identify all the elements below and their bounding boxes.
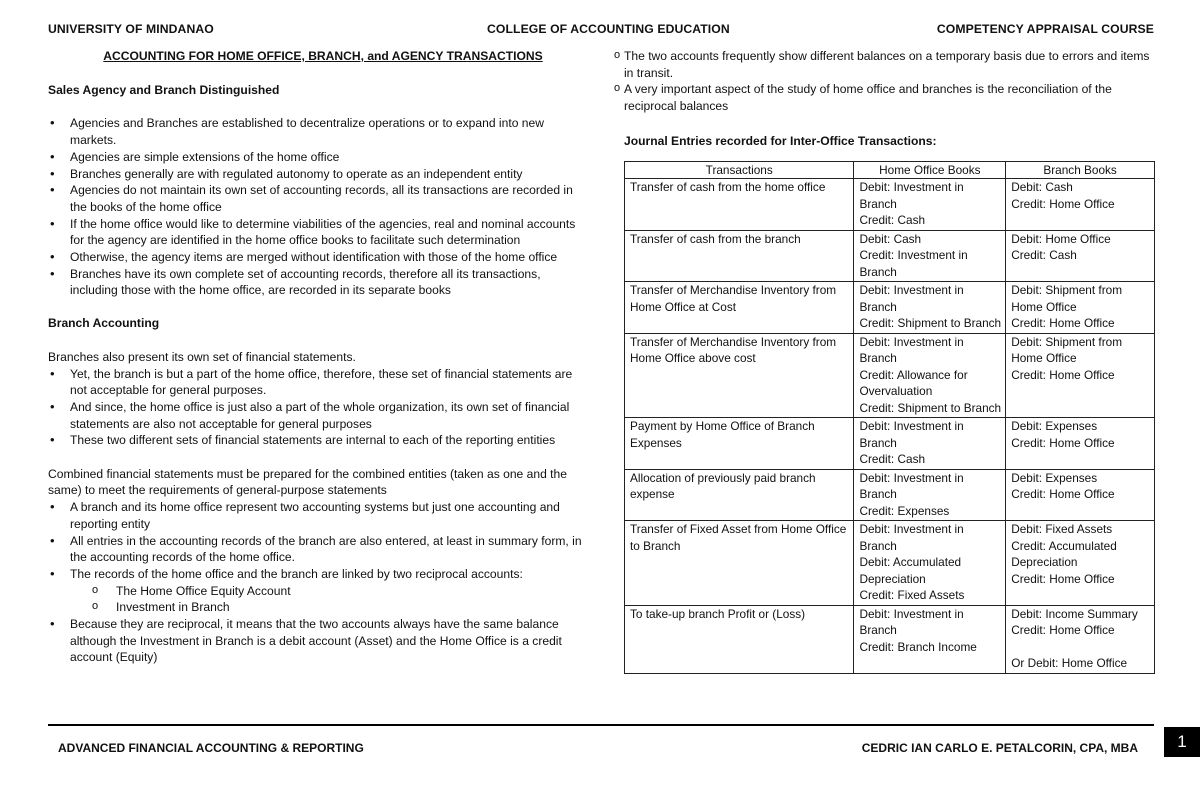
table-row — [625, 469, 1155, 521]
page-header — [48, 22, 1154, 38]
branch-accounting-intro: Branches also present its own set of financial statements. — [48, 349, 356, 364]
entry-line: Debit: Shipment from Home Office — [1011, 334, 1123, 366]
table-row — [625, 605, 1155, 673]
list-item: • Agencies do not maintain its own set of accounting records, all its transactions are recorded in the books of the home office — [48, 182, 588, 215]
section-heading-branch-accounting: Branch Accounting — [48, 316, 160, 331]
entry-line: Debit: Cash — [859, 231, 922, 246]
reciprocal-notes-list — [568, 48, 1156, 115]
list-item: • These two different sets of financial statements are internal to each of the reporting entities — [48, 432, 588, 449]
branch-entry-cell — [1006, 469, 1155, 521]
transaction-cell: Payment by Home Office of Branch Expenses — [625, 418, 854, 470]
list-item: o A very important aspect of the study of home office and branches is the reconciliation of the reciprocal balances — [568, 81, 1156, 114]
list-item: • Branches have its own complete set of accounting records, therefore all its transactions, including those with the home office, are recorded in its separate books — [48, 266, 588, 299]
entry-line: Debit: Investment in Branch — [859, 606, 964, 638]
entry-line: Credit: Home Office — [1011, 571, 1115, 586]
combined-statements-list — [48, 499, 588, 666]
list-item: o The two accounts frequently show different balances on a temporary basis due to errors and items in transit. — [568, 48, 1156, 81]
entry-line: Or Debit: Home Office — [1011, 656, 1128, 671]
transaction-cell: To take-up branch Profit or (Loss) — [625, 605, 854, 673]
entry-line: Credit: Home Office — [1011, 196, 1115, 211]
entry-line: Credit: Home Office — [1011, 316, 1115, 331]
entry-line: Credit: Branch Income — [859, 639, 977, 654]
entry-line: Credit: Allowance for Overvaluation — [859, 367, 968, 399]
entry-line — [1011, 639, 1150, 656]
list-item: • Agencies and Branches are established to decentralize operations or to expand into new markets. — [48, 115, 588, 148]
transaction-cell: Allocation of previously paid branch expense — [625, 469, 854, 521]
entry-line: Debit: Investment in Branch — [859, 522, 964, 553]
entry-line: Debit: Expenses — [1011, 470, 1098, 485]
list-item: • All entries in the accounting records of the branch are also entered, at least in summary form, in the accounting records of the home office. — [48, 533, 588, 566]
home-office-entry-cell — [854, 521, 1006, 606]
entry-line: Credit: Cash — [1011, 248, 1077, 263]
list-item: • Otherwise, the agency items are merged without identification with those of the home office — [48, 249, 588, 266]
entry-line: Credit: Cash — [859, 213, 926, 228]
combined-statements-intro: Combined financial statements must be prepared for the combined entities (taken as one and the same) to meet the requirements of general-purpose statements — [48, 466, 567, 498]
entry-line: Credit: Home Office — [1011, 487, 1115, 502]
home-office-entry-cell — [854, 333, 1006, 418]
agency-branch-list — [48, 115, 588, 299]
branch-entry-cell — [1006, 230, 1155, 282]
transaction-cell: Transfer of Merchandise Inventory from Home Office above cost — [625, 333, 854, 418]
entry-line: Credit: Home Office — [1011, 623, 1115, 638]
table-title: Journal Entries recorded for Inter-Office Transactions: — [624, 133, 937, 148]
entry-line: Debit: Investment in Branch — [859, 470, 964, 502]
entry-line: Credit: Accumulated Depreciation — [1011, 538, 1117, 570]
home-office-entry-cell — [854, 418, 1006, 470]
entry-line: Credit: Investment in Branch — [859, 248, 968, 279]
table-header-row — [625, 161, 1155, 179]
reciprocal-accounts-text: The records of the home office and the branch are linked by two reciprocal accounts: — [70, 566, 523, 581]
table-row — [625, 179, 1155, 231]
table-body — [625, 179, 1155, 674]
table-row — [625, 333, 1155, 418]
home-office-entry-cell — [854, 230, 1006, 282]
header-university: UNIVERSITY OF MINDANAO — [48, 22, 214, 36]
entry-line: Debit: Investment in Branch — [859, 283, 964, 314]
left-column — [48, 48, 588, 666]
home-office-entry-cell — [854, 282, 1006, 334]
list-item: • Agencies are simple extensions of the home office — [48, 149, 588, 166]
list-item: • Because they are reciprocal, it means that the two accounts always have the same balance although the Investment in Branch is a debit account (Asset) and the Home Office is a credit account (Equity) — [48, 616, 588, 666]
home-office-entry-cell — [854, 179, 1006, 231]
entry-line: Credit: Cash — [859, 452, 926, 467]
list-item: • A branch and its home office represent two accounting systems but just one accounting and reporting entity — [48, 499, 588, 532]
entry-line: Debit: Accumulated Depreciation — [859, 555, 962, 586]
entry-line: Debit: Cash — [1011, 180, 1073, 195]
home-office-entry-cell — [854, 469, 1006, 521]
branch-accounting-list — [48, 366, 588, 450]
column-header-transactions: Transactions — [625, 161, 854, 179]
list-item: • If the home office would like to determine viabilities of the agencies, real and nominal accounts for the agency are identified in the home office books to facilitate such determination — [48, 216, 588, 249]
branch-entry-cell — [1006, 179, 1155, 231]
entry-line: Debit: Expenses — [1011, 419, 1098, 434]
page-number: 1 — [1164, 727, 1200, 757]
reciprocal-accounts-list — [48, 583, 588, 616]
table-row — [625, 418, 1155, 470]
branch-entry-cell — [1006, 521, 1155, 606]
entry-line: Debit: Shipment from Home Office — [1011, 283, 1123, 314]
entry-line: Debit: Investment in Branch — [859, 419, 964, 450]
list-item — [48, 566, 588, 616]
branch-entry-cell — [1006, 418, 1155, 470]
footer-author: CEDRIC IAN CARLO E. PETALCORIN, CPA, MBA — [861, 741, 1138, 755]
branch-entry-cell — [1006, 333, 1155, 418]
branch-entry-cell — [1006, 605, 1155, 673]
column-header-home-office-books: Home Office Books — [854, 161, 1006, 179]
transaction-cell: Transfer of cash from the home office — [625, 179, 854, 231]
column-header-branch-books: Branch Books — [1006, 161, 1155, 179]
journal-entries-table — [624, 161, 1155, 674]
entry-line: Credit: Home Office — [1011, 435, 1115, 450]
entry-line: Debit: Investment in Branch — [859, 334, 964, 366]
transaction-cell: Transfer of Fixed Asset from Home Office to Branch — [625, 521, 854, 606]
entry-line: Credit: Fixed Assets — [859, 588, 965, 603]
home-office-entry-cell — [854, 605, 1006, 673]
entry-line: Credit: Expenses — [859, 503, 950, 518]
transaction-cell: Transfer of cash from the branch — [625, 230, 854, 282]
list-item: • Yet, the branch is but a part of the home office, therefore, these set of financial statements are not acceptable for general purposes. — [48, 366, 588, 399]
header-college: COLLEGE OF ACCOUNTING EDUCATION — [487, 22, 730, 36]
footer-subject: ADVANCED FINANCIAL ACCOUNTING & REPORTING — [58, 741, 364, 755]
entry-line: Debit: Fixed Assets — [1011, 522, 1113, 537]
entry-line: Debit: Investment in Branch — [859, 180, 964, 211]
header-course: COMPETENCY APPRAISAL COURSE — [936, 22, 1154, 36]
entry-line: Credit: Shipment to Branch — [859, 316, 1002, 331]
section-heading-agency-branch: Sales Agency and Branch Distinguished — [48, 82, 280, 97]
list-item: o The Home Office Equity Account — [48, 583, 588, 600]
branch-entry-cell — [1006, 282, 1155, 334]
table-row — [625, 282, 1155, 334]
document-title: ACCOUNTING FOR HOME OFFICE, BRANCH, and AGENCY TRANSACTIONS — [103, 49, 543, 63]
transaction-cell: Transfer of Merchandise Inventory from Home Office at Cost — [625, 282, 854, 334]
entry-line: Debit: Income Summary — [1011, 606, 1138, 621]
table-row — [625, 521, 1155, 606]
footer-divider — [48, 724, 1154, 726]
entry-line: Credit: Home Office — [1011, 367, 1115, 382]
list-item: o Investment in Branch — [48, 599, 588, 616]
entry-line: Debit: Home Office — [1011, 231, 1111, 246]
right-column — [624, 48, 1156, 674]
entry-line: Credit: Shipment to Branch — [859, 400, 1002, 415]
list-item: • Branches generally are with regulated autonomy to operate as an independent entity — [48, 166, 588, 183]
table-row — [625, 230, 1155, 282]
list-item: • And since, the home office is just also a part of the whole organization, its own set of financial statements are also not acceptable for general purposes — [48, 399, 588, 432]
